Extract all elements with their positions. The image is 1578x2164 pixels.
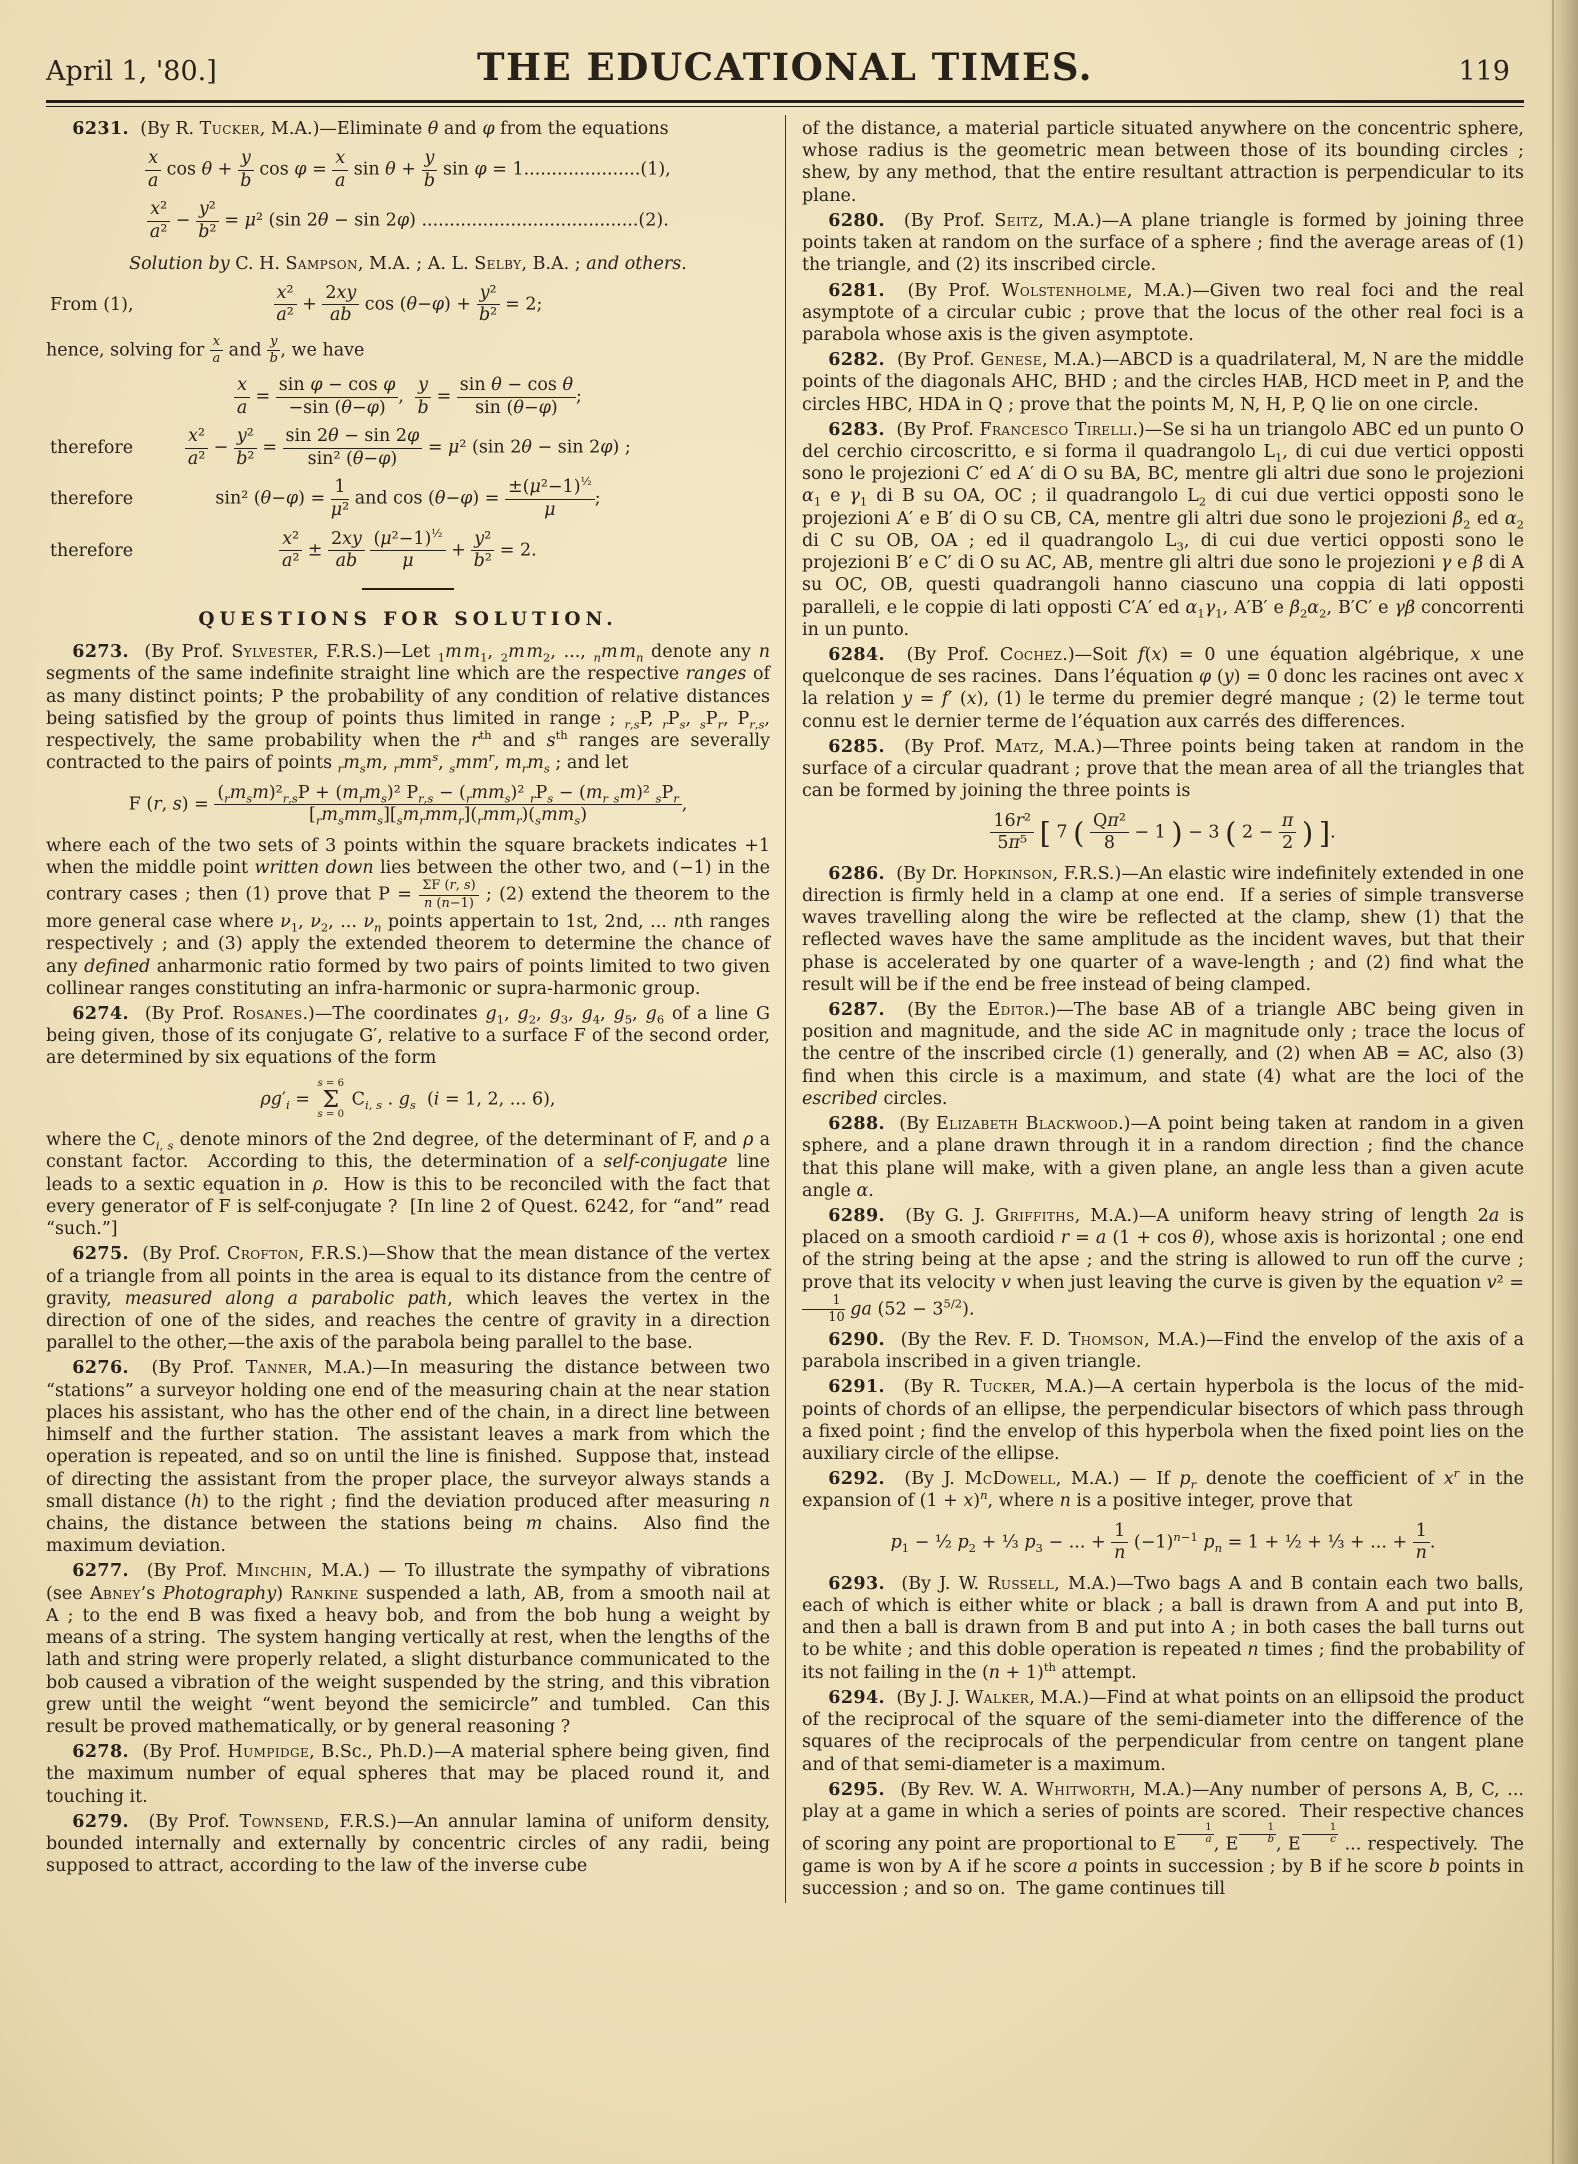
problem-6277: 6277. (By Prof. Minchin, M.A.) — To illustrate the sympathy of vibrations (see Abney’s Photography) Rankine suspended a lath, AB, from a smooth nail at A ; to the end B was fixed a heavy bob, and from the bob hung a weight by means of a string. The system hanging vertically at rest, when the lengths of the lath and string were properly related, a slight disturbance communicated to the bob caused a vibration of the weight suspended by the string, and this vibration grew until the weight “went beyond the semicircle” and tumbled. Can this result be proved mathematically, or by general reasoning ? [46, 1561, 771, 1737]
problem-6291: 6291. (By R. Tucker, M.A.)—A certain hyperbola is the locus of the mid-points of chords of an ellipse, the perpendicular bisectors of which pass through a fixed point ; find the envelop of this hyperbola when the fixed point lies on the auxiliary circle of the ellipse. [802, 1377, 1524, 1464]
problem-6284: 6284. (By Prof. Cochez.)—Soit f(x) = 0 une équation algébrique, x une quelconque de ses racines. Dans l’équation φ (y) = 0 donc les racines ont avec x la relation y = f′ (x), (1) le terme du premier degré manque ; (2) le terme tout connu est le dernier terme de l’équation aux carrés des differences. [802, 645, 1525, 732]
equation-6231-1: $\frac{x}{a}$ cos θ + $\frac{y}{b}$ cos φ = $\frac{x}{a}$ sin θ + $\frac{y}{b}$ sin φ = 1.....................(1), [46, 149, 770, 191]
solution-step-5 [46, 474, 770, 520]
problem-6293: 6293. (By J. W. Russell, M.A.)—Two bags A and B contain each two balls, each of which is either white or black ; a ball is drawn from A and put into B, and then a ball is drawn from B and put into A ; in both cases the ball turns out to be white ; and this doble operation is repeated n times ; find the probability of its not failing in the $(n + 1)^{th}$ attempt. [802, 1573, 1524, 1683]
solution-byline: Solution by C. H. Sampson, M.A. ; A. L. Selby, B.A. ; and others. [129, 253, 687, 274]
problem-6273-cont: where each of the two sets of 3 points within the square brackets indicates +1 when the middle point written down lies between the other two, and (−1) in the contrary cases ; then (1) prove that P = $\frac{\Sigma F (r, s)}{n (n-1)}$ ; (2) extend the theorem to the more general case where $\nu_1$, $\nu_2$, ... $\nu_n$ points appertain to 1st, 2nd, ... nth ranges respectively ; and (3) apply the extended theorem to determine the chance of any defined anharmonic ratio formed by two pairs of points limited to two given collinear ranges constituting an infra-harmonic or supra-harmonic group. [46, 835, 771, 999]
equation-label: therefore [50, 540, 134, 561]
problem-6273: 6273. (By Prof. Sylvester, F.R.S.)—Let $_1$m $m_1$, $_2$m $m_2$, ..., $_n$m $m_n$ denote any n segments of the same indefinite straight line which are the respective ranges of as many distinct points; P the probability of any condition of relative distances being satisfied by the group of points thus limited in range ; $_{r,s}$P, $_rP_s$, $_sP_r$, $P_{r,s}$, respectively, the same probability when the $r^{th}$ and $s^{th}$ ranges are severally contracted to the pairs of points $_rm_sm$, $_rmm^s$, $_smm^r$, $m_rm_s$ ; and let [46, 642, 771, 776]
problem-6278: 6278. (By Prof. Humpidge, B.Sc., Ph.D.)—A material sphere being given, find the maximum number of equal spheres that may be placed round it, and touching it. [46, 1742, 770, 1807]
problem-6295: 6295. (By Rev. W. A. Whitworth, M.A.)—Any number of persons A, B, C, ... play at a game in which a series of points are scored. Their respective chances of scoring any point are proportional to E $\frac{1}{a}$ , E $\frac{1}{b}$ , E $\frac{1}{c}$ ... respectively. The game is won by A if he score a points in succession ; by B if he score b points in succession ; and so on. The game continues till [802, 1779, 1525, 1899]
problem-6287: 6287. (By the Editor.)—The base AB of a triangle ABC being given in position and magnitude, and the side AC in magnitude only ; trace the locus of the centre of the inscribed circle (1) generally, and (2) when AB = AC, also (3) find when this circle is a maximum, and state (4) what are the loci of the escribed circles. [802, 1000, 1524, 1109]
problem-6286: 6286. (By Dr. Hopkinson, F.R.S.)—An elastic wire indefinitely extended in one direction is firmly held in a clamp at one end. If a series of simple transverse waves travelling along the wire be reflected at the clamp, shew (1) that the reflected waves have the same amplitude as the incident waves, but that their phase is accelerated by one quarter of a wave-length ; and (2) find what the result will be if the end be free instead of being clamped. [802, 863, 1524, 995]
equation-6231-2: $\frac{\text{x²}}{\text{a²}}$ − $\frac{\text{y²}}{\text{b²}}$ = μ² (sin 2θ − sin 2φ) .......................................(2). [46, 200, 770, 242]
equation: sin² (θ−φ) = $\frac{1}{\text{μ²}}$ and cos (θ−φ) = $\frac{\pm(\mu^2-1)^{\frac{1}{2}}}{\mu}$ ; [215, 474, 601, 520]
solution-step-3: $\frac{x}{a}$ = $\frac{\text{sin φ − cos φ}}{-\sin (\theta-\varphi)}$ , $\frac{y}{b}$ = $\frac{\text{sin θ − cos θ}}{\sin (\theta-\varphi)}$ ; [46, 376, 770, 418]
solution-step-4 [46, 427, 770, 469]
problem-6288: 6288. (By Elizabeth Blackwood.)—A point being taken at random in a given sphere, and a plane drawn through it in a random direction ; find the chance that this plane will make, with a given plane, an angle less than a given acute angle α. [802, 1114, 1525, 1201]
problem-6281: 6281. (By Prof. Wolstenholme, M.A.)—Given two real foci and the real asymptote of a circular cubic ; prove that the locus of the other real foci is a parabola whose axis is the given asymptote. [802, 280, 1524, 345]
page-header [46, 44, 1524, 91]
equation-label: therefore [50, 489, 134, 510]
equation-6285: $\frac{\text{16r²}}{\text{5π⁵}}$ [ 7 ( $\frac{\text{Qπ²}}{8}$ − 1 ) − 3 ( 2 − $\frac{\pi}{2}$ ) ]. [802, 812, 1524, 854]
right-column [785, 115, 1524, 1903]
solution-step-2: hence, solving for $\frac{x}{a}$ and $\frac{y}{b}$ , we have [46, 333, 365, 367]
problem-6289: 6289. (By G. J. Griffiths, M.A.)—A uniform heavy string of length 2a is placed on a smooth cardioid r = a (1 + cos θ), whose axis is horizontal ; one end of the string being at the apse ; and the string is allowed to run off the curve ; prove that its velocity v when just leaving the curve is given by the equation v² = $\frac{1}{10}$ ga $(52 - 3^{5/2})$. [802, 1206, 1525, 1326]
problem-6279: 6279. (By Prof. Townsend, F.R.S.)—An annular lamina of uniform density, bounded internally and externally by concentric circles of any radii, being supposed to attract, according to the law of the inverse cube [46, 1811, 771, 1877]
problem-6274: 6274. (By Prof. Rosanes.)—The coordinates $g_1$, $g_2$, $g_3$, $g_4$, $g_5$, $g_6$ of a line G being given, those of its conjugate G′, relative to a surface F of the second order, are determined by six equations of the form [46, 1004, 770, 1069]
equation: $\frac{\text{x²}}{\text{a²}}$ + $\frac{2xy}{ab}$ cos (θ−φ) + $\frac{\text{y²}}{\text{b²}}$ = 2; [46, 284, 770, 326]
equation: $\frac{\text{x²}}{\text{a²}}$ − $\frac{\text{y²}}{\text{b²}}$ = $\frac{\sin 2\theta - \sin 2\varphi}{\text{sin² (θ−φ)}}$ = μ² (sin 2θ − sin 2φ) ; [46, 427, 770, 469]
problem-6292: 6292. (By J. McDowell, M.A.) — If $p_r$ denote the coefficient of $x^r$ in the expansion of $(1 + x)^n$, where n is a positive integer, prove that [802, 1466, 1524, 1512]
equation-6273: F (r, s) = $(_rm_sm)^2_{r,s}P + (m_rm_s)^2$ $P_{r,s} - (_rmm_s)^2$ $_rP_s - (m_r$ $_s$m)² $_sP_r$ $[_rm_smm_s][_sm_rmm_r](_rmm_r)(_smm_s)$ , [128, 782, 688, 828]
page-edge-shadow [1548, 0, 1578, 2164]
problem-6294: 6294. (By J. J. Walker, M.A.)—Find at what points on an ellipsoid the product of the reciprocal of the square of the semi-diameter into the difference of the squares of the reciprocals of the perpendicular from centre on tangent plane and of that semi-diameter is a maximum. [802, 1687, 1525, 1775]
issue-date: April 1, '80.] [46, 56, 217, 87]
problem-6280: 6280. (By Prof. Seitz, M.A.)—A plane triangle is formed by joining three points taken at random on the surface of a sphere ; find the average areas of (1) the triangle, and (2) its inscribed circle. [802, 210, 1524, 276]
problem-6290: 6290. (By the Rev. F. D. Thomson, M.A.)—Find the envelop of the axis of a parabola inscribed in a given triangle. [802, 1329, 1525, 1373]
problem-6283: 6283. (By Prof. Francesco Tirelli.)—Se si ha un triangolo ABC ed un punto O del cerchio circoscritto, e si forma il quadrangolo $L_1$, di cui due vertici opposti sono le projezioni C′ ed A′ di O su BA, BC, mentre gli altri due sono le projezioni $\alpha_1$ e $\gamma_1$ di B su OA, OC ; il quadrangolo $L_2$ di cui due vertici opposti sono le projezioni A′ e B′ di O su CB, CA, mentre gli altri due sono le projezioni $\beta_2$ ed $\alpha_2$ di C su OB, OA ; ed il quadrangolo $L_3$, di cui due vertici opposti sono le projezioni B′ e C′ di O su AC, AB, mentre gli altri due sono le projezioni γ e β di A su OC, OB, questi quadrangoli hanno ciascuno una coppia di lati opposti paralleli, e le coppie di lati opposti C′A′ ed $\alpha_1\gamma_1$, A′B′ e $\beta_2\alpha_2$, B′C′ e γβ concorrenti in un punto. [802, 419, 1524, 640]
page-number: 119 [1458, 56, 1510, 87]
content-columns [46, 115, 1524, 1903]
problem-6279-cont: of the distance, a material particle situated anywhere on the concentric sphere, whose radius is the geometric mean between those of its bounding circles ; shew, by any method, that the entire resultant attraction is perpendicular to its plane. [802, 118, 1524, 206]
problem-6274-cont: where the $C_{i, s}$ denote minors of the 2nd degree, of the determinant of F, and ρ a constant factor. According to this, the determination of a self-conjugate line leads to a sextic equation in ρ. How is this to be reconciled with the fact that every generator of F is self-conjugate ? [In line 2 of Quest. 6242, for “and” read “such.”] [46, 1130, 771, 1240]
page-title: THE EDUCATIONAL TIMES. [476, 45, 1094, 89]
equation: $\frac{\text{x²}}{\text{a²}}$ ± $\frac{2xy}{ab}$ $\frac{(\mu^2-1)^{\frac{1}{2}}}{\mu}$ + $\frac{\text{y²}}{\text{b²}}$ = 2. [46, 530, 770, 572]
problem-6285: 6285. (By Prof. Matz, M.A.)—Three points being taken at random in the surface of a circular quadrant ; prove that the mean area of all the triangles that can be formed by joining the three points is [802, 736, 1525, 802]
equation-label: therefore [50, 438, 134, 459]
section-separator [362, 588, 454, 590]
equation-6292: $p_1$ − ½ $p_2$ + ⅓ $p_3$ − ... + $\frac{1}{n}$ $(-1)^{n-1}$ $p_n = 1$ + ½ + ⅓ + ... + $\frac{1}{n}$ . [890, 1520, 1436, 1564]
left-column [46, 115, 785, 1903]
equation-label: From (1), [50, 294, 134, 315]
section-heading: QUESTIONS FOR SOLUTION. [198, 608, 618, 630]
solution-step-6 [46, 525, 770, 572]
solution-step-1 [46, 284, 770, 326]
header-rule [46, 100, 1524, 107]
equation-6274: $\rho g'_i$ = s = 6 Σ s = 0 $C_{i, s}$ . $g_s$ (i = 1, 2, ... 6), [260, 1077, 556, 1121]
problem-6282: 6282. (By Prof. Genese, M.A.)—ABCD is a quadrilateral, M, N are the middle points of the diagonals AHC, BHD ; and the circles HAB, HCD meet in P, and the circles HBC, HDA in Q ; prove that the points M, N, H, P, Q lie on one circle. [802, 350, 1524, 415]
problem-6276: 6276. (By Prof. Tanner, M.A.)—In measuring the distance between two “stations” a surveyor holding one end of the measuring chain at the near station places his assistant, who has the other end of the chain, in a direct line between himself and the further station. The assistant leaves a mark from which the operation is repeated, and so on until the line is finished. Suppose that, instead of directing the assistant from the proper place, the surveyor always stands a small distance (h) to the right ; find the deviation produced after measuring n chains, the distance between the stations being m chains. Also find the maximum deviation. [46, 1358, 771, 1557]
problem-6275: 6275. (By Prof. Crofton, F.R.S.)—Show that the mean distance of the vertex of a triangle from all points in the area is equal to its distance from the centre of gravity, measured along a parabolic path, which leaves the vertex in the direction of one of the sides, and reaches the centre of gravity in a direction parallel to the other,—the axis of the parabola being parallel to the base. [46, 1244, 771, 1354]
problem-6231: 6231. (By R. Tucker, M.A.)—Eliminate θ and φ from the equations [72, 118, 669, 139]
